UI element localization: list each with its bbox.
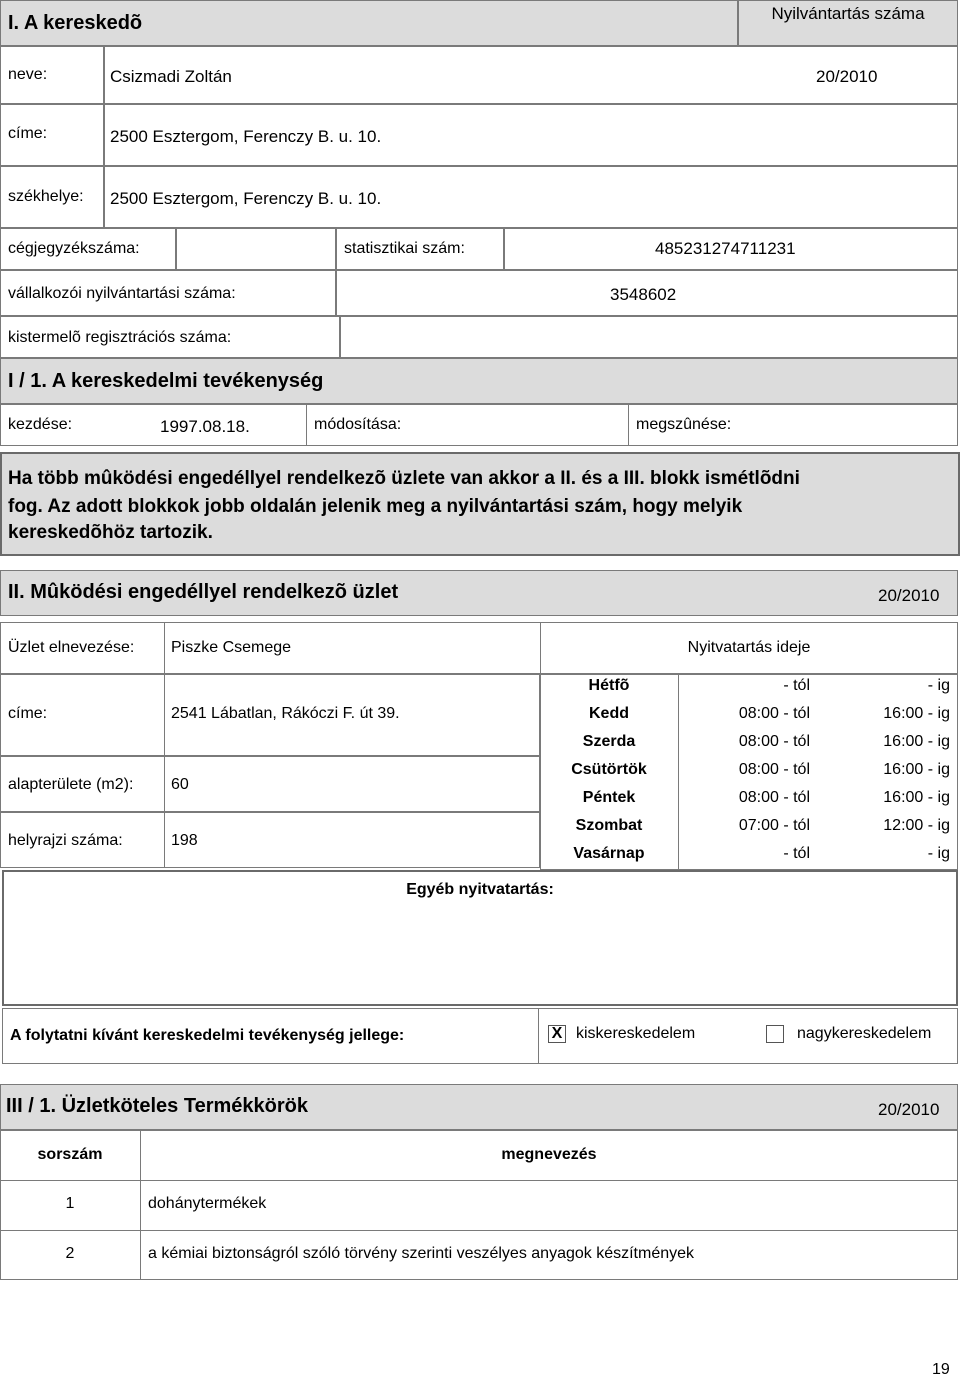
reg-label: Nyilvántartás száma [771, 4, 925, 23]
producer-value-cell [340, 316, 958, 358]
divider [164, 812, 165, 868]
product-number: 1 [65, 1195, 75, 1212]
notice-line-3: kereskedõhöz tartozik. [8, 522, 213, 543]
notice-line-2: fog. Az adott blokkok jobb oldalán jelenik meg a nyilvántartási szám, hogy melyik [8, 496, 743, 517]
hours-to: - ig [927, 677, 950, 694]
divider [0, 1230, 958, 1231]
divider [306, 404, 307, 446]
seat-value: 2500 Esztergom, Ferenczy B. u. 10. [110, 189, 382, 208]
hours-day: Csütörtök [571, 761, 647, 778]
shop-area-label: alapterülete (m2): [8, 776, 134, 793]
entrepreneur-label: vállalkozói nyilvántartási száma: [8, 285, 236, 302]
hours-from: - tól [783, 845, 810, 862]
hours-to: 16:00 - ig [883, 733, 950, 750]
hours-from: - tól [783, 677, 810, 694]
activity-type-label: A folytatni kívánt kereskedelmi tevékenység jellege: [10, 1027, 405, 1044]
stat-label: statisztikai szám: [344, 240, 465, 257]
divider [678, 674, 679, 870]
company-reg-label: cégjegyzékszáma: [8, 240, 140, 257]
reg-number: 20/2010 [816, 67, 878, 86]
page-number: 19 [932, 1361, 950, 1378]
hours-to: 16:00 - ig [883, 761, 950, 778]
hours-from: 07:00 - tól [738, 817, 810, 834]
producer-label: kistermelõ regisztrációs száma: [8, 329, 232, 346]
notice-line-1: Ha több mûködési engedéllyel rendelkezõ üzlete van akkor a II. és a III. blokk ismétlõdni [8, 468, 800, 489]
hours-day: Szombat [575, 817, 643, 834]
shop-name-value: Piszke Csemege [171, 639, 292, 656]
retail-label: kiskereskedelem [576, 1025, 696, 1042]
end-label: megszûnése: [636, 416, 732, 433]
divider [0, 1180, 958, 1181]
other-hours-label: Egyéb nyitvatartás: [406, 881, 554, 898]
shop-lot-value: 198 [171, 832, 198, 849]
start-label: kezdése: [8, 416, 73, 433]
name-value: Csizmadi Zoltán [110, 67, 232, 86]
hours-from: 08:00 - tól [738, 761, 810, 778]
company-reg-value-cell [176, 228, 336, 270]
hours-to: 12:00 - ig [883, 817, 950, 834]
name-label: neve: [8, 66, 48, 83]
hours-day: Kedd [589, 705, 629, 722]
entrepreneur-value: 3548602 [610, 285, 677, 304]
wholesale-checkbox[interactable] [766, 1025, 784, 1043]
shop-address-label: címe: [8, 705, 48, 722]
hours-from: 08:00 - tól [738, 789, 810, 806]
product-number: 2 [65, 1245, 75, 1262]
start-value: 1997.08.18. [160, 417, 250, 436]
hours-from: 08:00 - tól [738, 705, 810, 722]
divider [628, 404, 629, 446]
section-2-title: II. Mûködési engedéllyel rendelkezõ üzlet [8, 581, 399, 603]
section-3-reg-number: 20/2010 [878, 1100, 940, 1119]
section-3-title: III / 1. Üzletköteles Termékkörök [6, 1095, 308, 1117]
col-name-header: megnevezés [501, 1146, 597, 1163]
shop-address-value: 2541 Lábatlan, Rákóczi F. út 39. [171, 705, 400, 722]
hours-day: Vasárnap [573, 845, 645, 862]
divider [538, 1008, 539, 1064]
hours-to: 16:00 - ig [883, 705, 950, 722]
hours-to: - ig [927, 845, 950, 862]
divider [164, 622, 165, 674]
divider [164, 756, 165, 812]
activity-dates-row [0, 404, 958, 446]
seat-label: székhelye: [8, 188, 84, 205]
retail-checkbox[interactable]: X [548, 1025, 566, 1043]
hours-day: Péntek [582, 789, 636, 806]
shop-area-value: 60 [171, 776, 189, 793]
wholesale-label: nagykereskedelem [797, 1025, 932, 1042]
section-1-title: I. A kereskedõ [8, 12, 143, 34]
section-2-reg-number: 20/2010 [878, 586, 940, 605]
hours-to: 16:00 - ig [883, 789, 950, 806]
shop-name-label: Üzlet elnevezése: [8, 639, 135, 656]
modified-label: módosítása: [314, 416, 402, 433]
product-name: dohánytermékek [148, 1195, 267, 1212]
address-label: címe: [8, 125, 48, 142]
stat-value: 485231274711231 [655, 239, 796, 258]
shop-lot-label: helyrajzi száma: [8, 832, 123, 849]
address-value: 2500 Esztergom, Ferenczy B. u. 10. [110, 127, 382, 146]
section-1-1-title: I / 1. A kereskedelmi tevékenység [8, 370, 324, 392]
product-name: a kémiai biztonságról szóló törvény szerinti veszélyes anyagok készítmények [148, 1245, 695, 1262]
hours-title: Nyitvatartás ideje [687, 639, 811, 656]
hours-day: Hétfõ [588, 677, 630, 694]
col-number-header: sorszám [37, 1146, 103, 1163]
divider [164, 674, 165, 756]
hours-day: Szerda [582, 733, 636, 750]
hours-from: 08:00 - tól [738, 733, 810, 750]
